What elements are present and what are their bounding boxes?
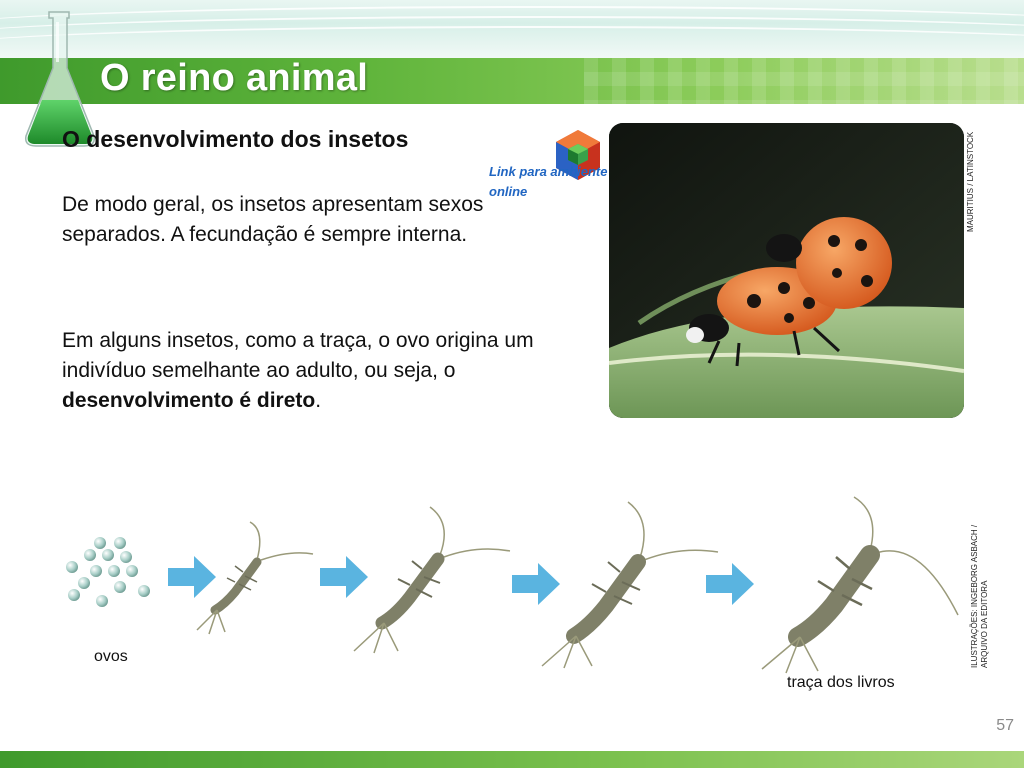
online-link[interactable]: Link para ambiente online: [489, 164, 608, 199]
header-background: [0, 0, 1024, 58]
silverfish-stage-2: [352, 505, 512, 655]
footer-bar: [0, 751, 1024, 768]
silverfish-stage-1: [195, 520, 315, 635]
eggs-illustration: [62, 535, 162, 615]
decorative-wave: [0, 26, 1024, 58]
caption-adult: traça dos livros: [787, 674, 895, 691]
section-subtitle: O desenvolvimento dos insetos: [62, 126, 409, 152]
caption-eggs: ovos: [94, 648, 128, 665]
paragraph-2: Em alguns insetos, como a traça, o ovo origina um indivíduo semelhante ao adulto, ou seja, o desenvolvimento é direto.: [62, 329, 534, 412]
slide-title: O reino animal: [100, 57, 369, 99]
photo-credit: MAURITIUS / LATINSTOCK: [966, 131, 975, 232]
paragraph-1: De modo geral, os insetos apresentam sexos separados. A fecundação é sempre interna.: [62, 193, 484, 246]
silverfish-stage-3: [540, 500, 720, 670]
page-number: 57: [996, 717, 1014, 734]
emphasis-text: desenvolvimento é direto: [62, 389, 316, 412]
silverfish-adult: [760, 495, 960, 675]
ladybugs-photo: [609, 123, 964, 418]
illustration-credit: ILUSTRAÇÕES: INGEBORG ASBACH / ARQUIVO DA EDITORA: [970, 524, 989, 668]
